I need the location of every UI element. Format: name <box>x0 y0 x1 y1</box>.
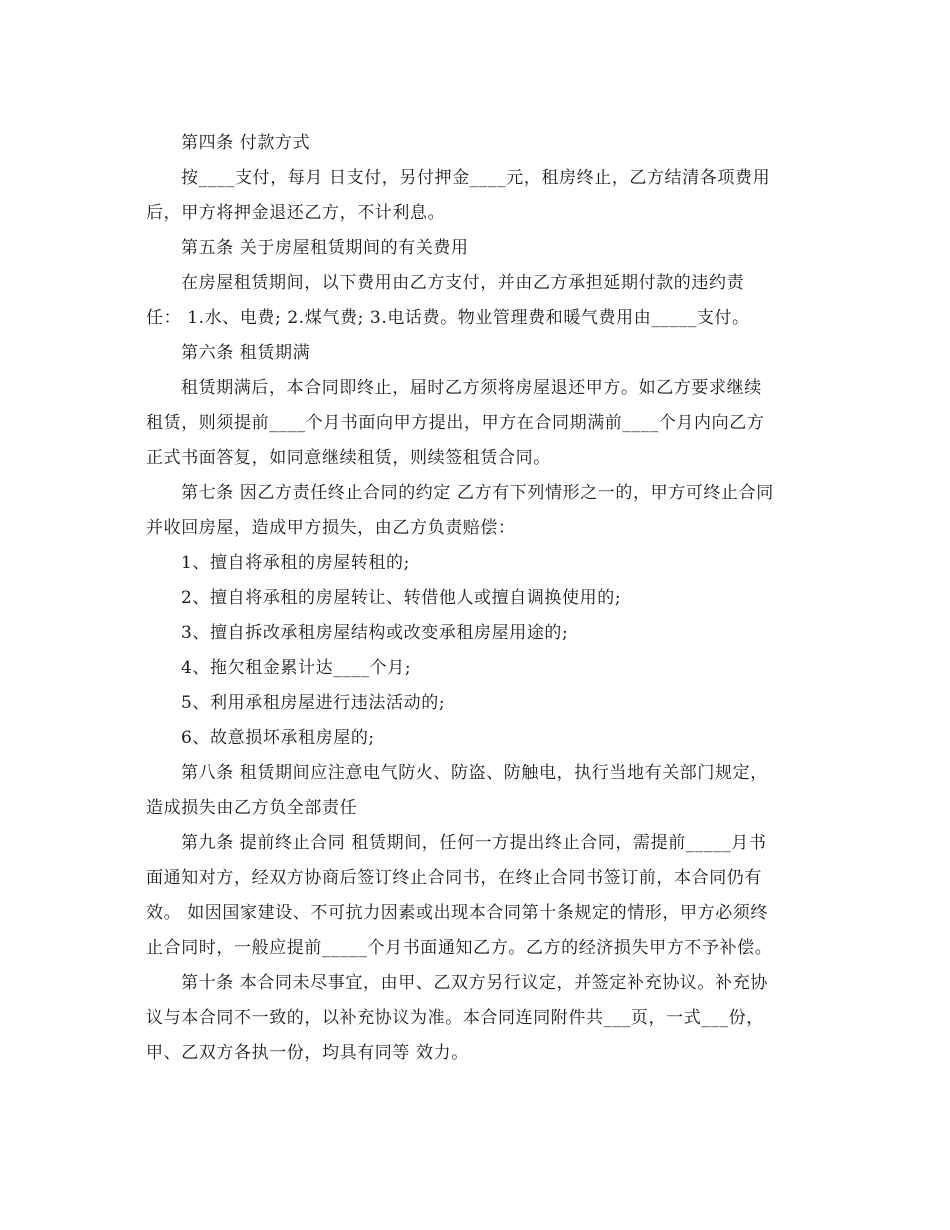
text-line: 第九条 提前终止合同 租赁期间，任何一方提出终止合同，需提前_____月书 <box>181 833 767 853</box>
text-line: 第八条 租赁期间应注意电气防火、防盗、防触电，执行当地有关部门规定， <box>181 763 768 783</box>
text-line: 第四条 付款方式 <box>181 133 311 153</box>
text-line: 并收回房屋，造成甲方损失，由乙方负责赔偿： <box>146 518 516 538</box>
text-line: 5、利用承租房屋进行违法活动的; <box>181 693 446 713</box>
text-line: 在房屋租赁期间，以下费用由乙方支付，并由乙方承担延期付款的违约责 <box>181 273 745 293</box>
text-line: 1、擅自将承租的房屋转租的; <box>181 553 410 573</box>
text-line: 6、故意损坏承租房屋的; <box>181 728 375 748</box>
text-line: 租赁，则须提前____个月书面向甲方提出，甲方在合同期满前____个月内向乙方 <box>146 413 765 433</box>
text-line: 2、擅自将承租的房屋转让、转借他人或擅自调换使用的; <box>181 588 622 608</box>
text-line: 面通知对方，经双方协商后签订终止合同书，在终止合同书签订前，本合同仍有 <box>146 868 762 888</box>
text-line: 按____支付，每月 日支付，另付押金____元，租房终止，乙方结清各项费用 <box>181 168 771 188</box>
text-line: 后，甲方将押金退还乙方，不计利息。 <box>146 203 446 223</box>
text-line: 止合同时，一般应提前_____个月书面通知乙方。乙方的经济损失甲方不予补偿。 <box>146 938 773 958</box>
text-line: 正式书面答复，如同意继续租赁，则续签租赁合同。 <box>146 448 551 468</box>
text-line: 4、拖欠租金累计达____个月; <box>181 658 412 678</box>
text-line: 第七条 因乙方责任终止合同的约定 乙方有下列情形之一的，甲方可终止合同 <box>181 483 774 503</box>
text-line: 3、擅自拆改承租房屋结构或改变承租房屋用途的; <box>181 623 569 643</box>
contract-body <box>146 126 810 1071</box>
text-line: 第五条 关于房屋租赁期间的有关费用 <box>181 238 469 258</box>
text-line: 租赁期满后，本合同即终止，届时乙方须将房屋退还甲方。如乙方要求继续 <box>181 378 762 398</box>
text-line: 议与本合同不一致的，以补充协议为准。本合同连同附件共___页，一式___份， <box>146 1008 764 1028</box>
text-line: 第六条 租赁期满 <box>181 343 311 363</box>
text-line: 甲、乙双方各执一份，均具有同等 效力。 <box>146 1043 469 1063</box>
text-line: 第十条 本合同未尽事宜，由甲、乙双方另行议定，并签定补充协议。补充协 <box>181 973 768 993</box>
text-line: 任： 1.水、电费; 2.煤气费; 3.电话费。物业管理费和暖气费用由_____支付。 <box>146 308 750 328</box>
text-line: 造成损失由乙方负全部责任 <box>146 798 358 818</box>
text-line: 效。 如因国家建设、不可抗力因素或出现本合同第十条规定的情形，甲方必须终 <box>146 903 769 923</box>
